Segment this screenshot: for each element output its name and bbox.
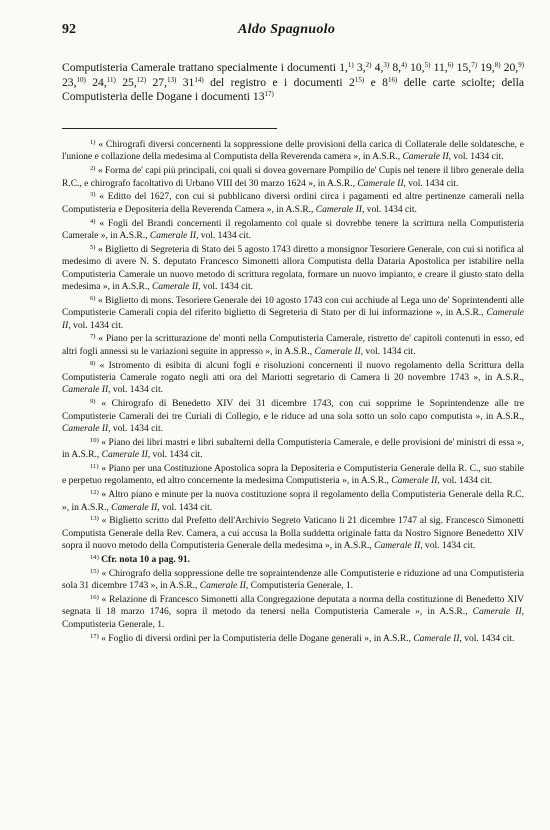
body-text-segment: 27,: [146, 75, 167, 89]
footnote-number: 9): [90, 398, 96, 406]
footnote-source-series: Camerale II: [62, 385, 109, 396]
footnote-ref: 16): [387, 75, 398, 84]
footnote-citation: , vol. 1434 cit.: [108, 424, 164, 435]
footnote-number: 15): [90, 567, 99, 575]
footnote-ref: 9): [518, 61, 525, 69]
footnote-citation: , vol. 1434 cit.: [196, 231, 251, 242]
footnote-ref: 7): [471, 61, 478, 69]
footnote-ref: 1): [347, 61, 354, 69]
footnote-text: « Biglietto di Segreteria di Stato dei 5 agosto 1743 diretto a monsignor Tesoriere Generale, con cui si notifica al medesimo di avere N. S. deputato Francesco Simonetti allora Computista della Dataria Apostolica per istabilire nella Computisteria Camerale un nuovo metodo di scrittura regolata, formare un nuovo impianto, e creare il giusto stato della medesima », in A.S.R.,: [62, 244, 525, 293]
footnote-source-series: Camerale II: [391, 476, 438, 487]
footnote-text: « Chirografo della soppressione delle tre sopraintendenze alle Computisterie e riduzione ad una Computisteria sola 31 dicembre 1743 », in A.S.R.,: [62, 568, 524, 592]
footnote-ref: 2): [365, 61, 372, 69]
footnote-text: « Biglietto di mons. Tesoriere Generale dei 10 agosto 1743 con cui acchiude al Lega uno de' Soprintendenti alle Computisterie Camerali copia del riferito biglietto di Segreteria di Stato per di lui informazione », in A.S.R.,: [62, 295, 525, 319]
footnote-source-series: Camerale II: [472, 607, 522, 618]
footnote-number: 5): [90, 243, 96, 251]
footnote-number: 1): [90, 139, 96, 146]
body-text-segment: 19,: [477, 61, 495, 74]
body-text-segment: 8,: [389, 61, 402, 74]
footnote: [62, 489, 524, 514]
footnote-source-series: Camerale II: [152, 282, 199, 293]
body-paragraph: [62, 61, 524, 105]
footnote-ref: 6): [447, 61, 454, 69]
body-text-segment: 31: [176, 75, 195, 89]
footnote-number: 17): [90, 632, 99, 640]
footnote-number: 8): [90, 359, 96, 367]
footnote-source-series: Camerale II: [62, 424, 109, 435]
footnote-text: « Chirografi diversi concernenti la soppressione delle provisioni della carica di Collaterale delle soldatesche, e l'unione e collazione della medesima al Computista della Reverenda camera », in A.S.R.,: [62, 140, 525, 163]
body-text-segment: e 8: [364, 75, 388, 89]
footnote: [62, 568, 524, 593]
body-text-segment: 20,: [500, 61, 519, 74]
footnote-text: « Istromento di esibita di alcuni fogli e risoluzioni concernenti il nuovo regolamento della Scrittura della Computisteria Camerale rogato negli atti ora del Mariotti segretario di Camera li 20 novembre 1743 », in A.S.R.,: [62, 360, 525, 384]
footnote-citation: , vol. 1434 cit.: [437, 476, 493, 487]
footnote: [62, 398, 524, 435]
footnote-number: 10): [90, 436, 99, 444]
footnote-source-series: Camerale II: [374, 541, 421, 552]
footnote: [62, 218, 524, 243]
footnote-citation: , vol. 1434 cit.: [403, 178, 459, 189]
footnote-ref: 10): [76, 75, 86, 84]
footnote-source-series: Camerale II: [199, 581, 246, 592]
footnote-source-series: Camerale II: [149, 231, 197, 242]
body-text-segment: 4,: [371, 61, 384, 74]
footnote-ref: 8): [494, 61, 501, 69]
footnote-source-series: Camerale II: [357, 178, 404, 189]
footnote-text: Cfr. nota 10 a pag. 91.: [101, 555, 191, 566]
footnote: [62, 633, 524, 645]
footnote-number: 12): [90, 489, 99, 497]
footnote: [62, 191, 524, 216]
footnote-citation: , vol. 1434 cit.: [420, 541, 476, 552]
footnote-source-series: Camerale II: [413, 633, 460, 644]
footnote-text: « Editto del 1627, con cui si pubblicano diversi ordini circa i pagamenti ed altre pertinenze camerali nella Computisteria e Depositeria della Reverenda Camera », in A.S.R.,: [62, 192, 525, 215]
footnote: [62, 244, 524, 294]
footnote-text: « Biglietto scritto dal Prefetto dell'Archivio Segreto Vaticano li 21 dicembre 1747 al sig. Francesco Simonetti Computista Generale della Rev. Camera, a cui accusa la Bolla suddetta originale fatta da Nostro Signore Benedetto XIV sopra il nuovo metodo della Computisteria Generale della medesima », in A.S.R.,: [62, 516, 525, 552]
footnote-source-series: Camerale II: [62, 308, 524, 331]
footnote-source-series: Camerale II: [402, 152, 449, 163]
footnote-ref: 14): [194, 75, 204, 84]
footnote-citation: , vol. 1434 cit.: [360, 346, 416, 357]
footnote-source-series: Camerale II: [101, 450, 148, 461]
footnote: [62, 139, 524, 164]
footnote-text: « Piano per la scritturazione de' monti nella Computisteria Camerale, ristretto de' capitoli contenuti in esso, ed altri fogli annessi su le variazioni seguite in appresso », in A.S.R.,: [62, 334, 525, 357]
footnote: [62, 437, 524, 462]
footnote-text: « Chirografo di Benedetto XIV dei 31 dicembre 1743, con cui sopprime le Soprintendenze alle tre Computisterie Camerali dei tre Curiali di Collegio, e le riduce ad una sola sotto un solo capo computista », in A.S.R.,: [62, 399, 525, 422]
footnote-divider: [62, 128, 277, 129]
footnote-ref: 12): [136, 75, 147, 84]
footnote-ref: 17): [264, 90, 274, 98]
footnote: [62, 360, 524, 397]
page-number: 92: [62, 22, 76, 37]
footnote-ref: 5): [424, 61, 431, 69]
footnote-text: « Forma de' capi più principali, coi quali si dovea governare Pompilio de' Cupis nel tenere il libro generale della R.C., e chirografo facoltativo di Urbano VIII dei 30 marzo 1624 », in A.S.R.,: [62, 166, 524, 189]
footnote-number: 11): [90, 463, 99, 471]
footnote-citation: , vol. 1434 cit.: [448, 152, 504, 163]
footnote-number: 7): [90, 333, 96, 341]
footnote-citation: , vol. 1434 cit.: [108, 385, 164, 396]
body-text-segment: 15,: [453, 61, 472, 74]
footnote-source-series: Camerale II: [314, 346, 361, 357]
footnote: [62, 295, 524, 332]
footnote-citation: , vol. 1434 cit.: [68, 320, 124, 331]
footnote: [62, 515, 524, 552]
body-text-segment: 23,: [62, 75, 77, 89]
footnote: [62, 333, 524, 358]
footnote-citation: , Computisteria Generale, 1.: [62, 607, 525, 630]
footnote-citation: , vol. 1434 cit.: [361, 204, 417, 215]
body-text-segment: delle carte sciolte; della Computisteria delle Dogane i documenti 13: [62, 75, 525, 103]
footnote-citation: , vol. 1434 cit.: [147, 450, 203, 461]
footnote-citation: , vol. 1434 cit.: [157, 502, 213, 513]
footnote-source-series: Camerale II: [111, 502, 158, 513]
body-text-segment: 3,: [353, 61, 366, 74]
footnote-text: « Altro piano e minute per la nuova costituzione sopra il regolamento della Computisteria Generale della R.C. », in A.S.R.,: [62, 490, 524, 513]
footnote-number: 14): [90, 554, 99, 562]
footnotes: [62, 139, 524, 646]
footnote-number: 4): [90, 217, 96, 225]
footnote-text: « Relazione di Francesco Simonetti alla Congregazione deputata a norma della costituzione di Benedetto XIV segnata li 18 marzo 1746, sopra il metodo da tenersi nella Computisteria Camerale », in A.S.R.,: [62, 595, 525, 618]
footnote-text: « Piano dei libri mastri e libri subalterni della Computisteria Camerale, e delle provisioni de' ministri di essa », in A.S.R.,: [62, 437, 525, 461]
footnote-ref: 15): [354, 75, 365, 84]
footnote-number: 16): [90, 594, 99, 602]
footnote-number: 13): [90, 515, 99, 523]
running-head: Aldo Spagnuolo: [238, 22, 336, 37]
footnote-ref: 13): [166, 75, 177, 84]
body-text-segment: Computisteria Camerale trattano specialmente i documenti 1,: [62, 61, 348, 74]
footnote-citation: , vol. 1434 cit.: [198, 282, 254, 293]
footnote: [62, 554, 524, 566]
footnote: [62, 594, 524, 631]
footnote-number: 6): [90, 294, 96, 302]
footnote-text: « Foglio di diversi ordini per la Computisteria delle Dogane generali », in A.S.R.,: [101, 633, 414, 644]
footnote-number: 2): [90, 165, 96, 173]
page-header: [62, 22, 522, 42]
body-text-segment: 25,: [115, 75, 137, 89]
footnote-ref: 11): [106, 75, 116, 84]
footnote-text: « Piano per una Costituzione Apostolica sopra la Depositeria e Computisteria Generale della R. C., suo stabile e perpetuo regolamento, ed altro concernente la medesima Computisteria », in A.S.R.,: [62, 464, 525, 487]
footnote-number: 3): [90, 191, 96, 199]
body-text-segment: del registro e i documenti 2: [203, 75, 355, 89]
body-text-segment: 10,: [406, 61, 425, 74]
body-text-segment: 24,: [85, 75, 107, 89]
footnote-text: « Fogli del Brandi concernenti il regolamento col quale si dovrebbe tenere la scrittura nella Computisteria Camerale », in A.S.R.,: [62, 218, 525, 242]
footnote-citation: , vol. 1434 cit.: [459, 633, 515, 644]
footnote: [62, 165, 524, 190]
footnote-citation: , Computisteria Generale, 1.: [245, 581, 354, 592]
footnote: [62, 463, 524, 488]
footnote-source-series: Camerale II: [315, 204, 362, 215]
footnote-ref: 4): [401, 61, 407, 69]
body-text-segment: 11,: [430, 61, 448, 74]
footnote-ref: 3): [383, 61, 390, 69]
